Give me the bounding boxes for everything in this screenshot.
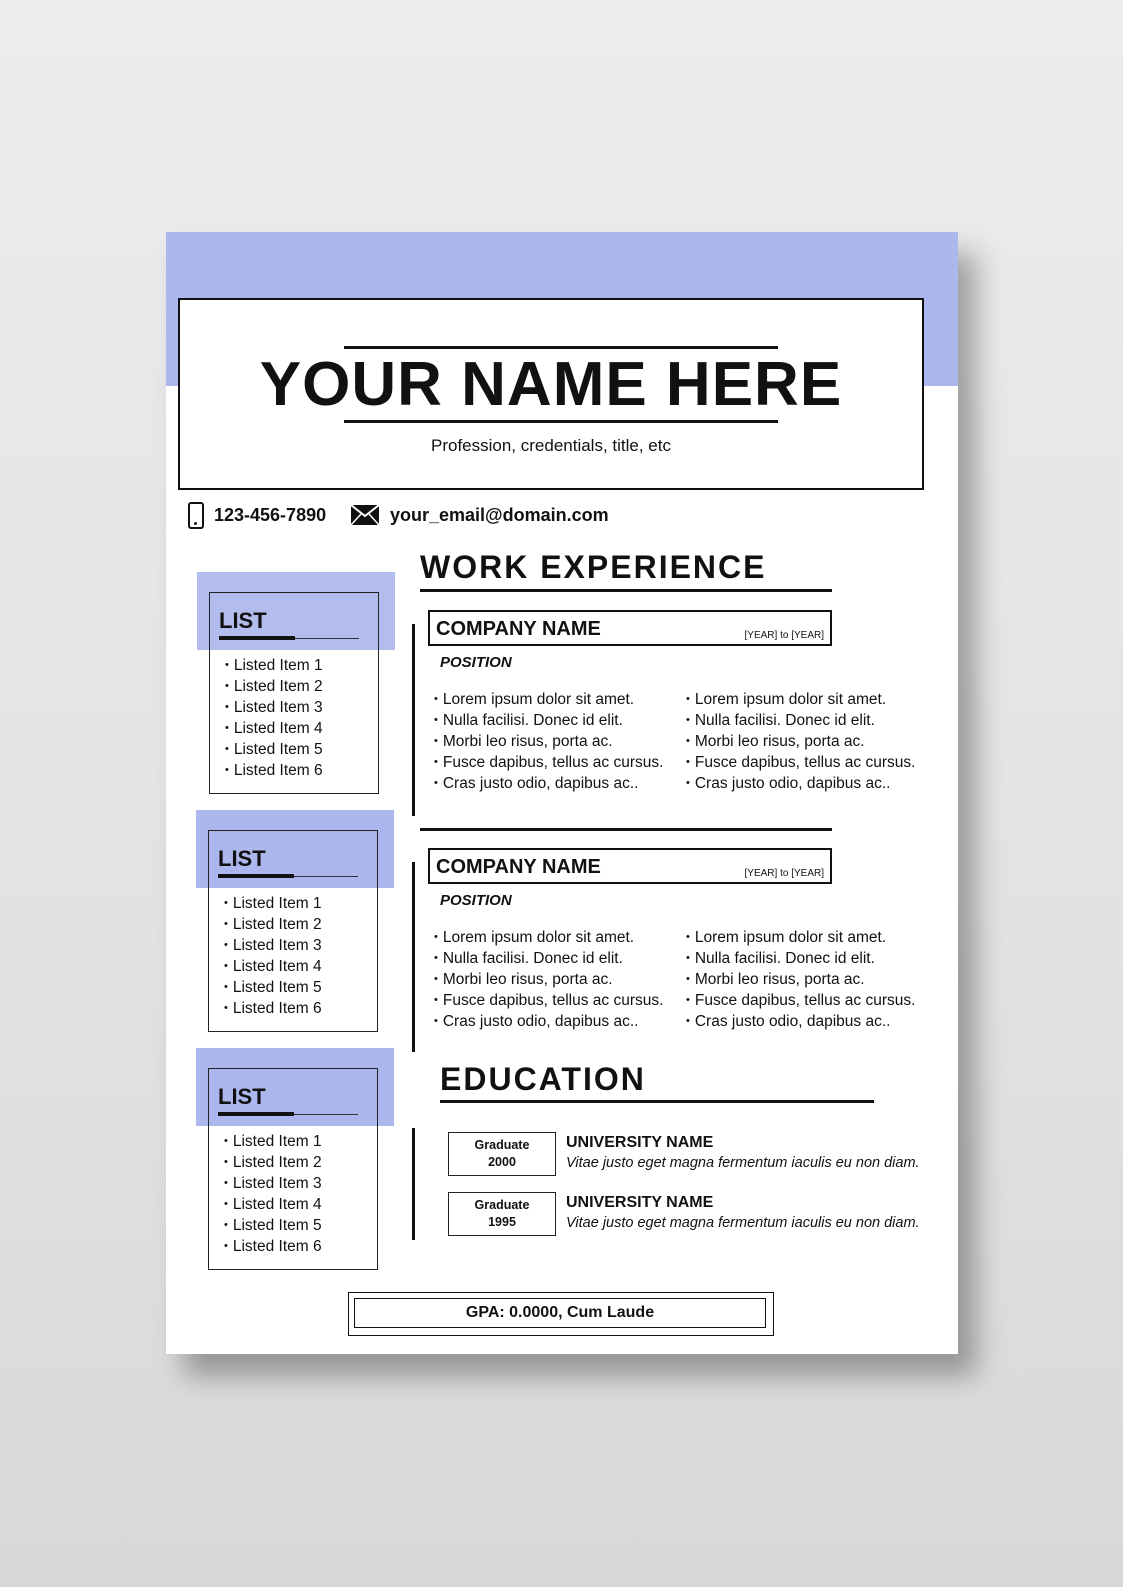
work-experience-title: WORK EXPERIENCE — [420, 549, 767, 585]
list-title-accent — [219, 636, 295, 640]
university-description: Vitae justo eget magna fermentum iaculis eu non diam. — [566, 1215, 920, 1231]
list-items — [224, 894, 322, 1020]
list-title: LIST — [218, 1084, 266, 1109]
bullet-item: • Cras justo odio, dapibus ac.. — [686, 774, 915, 795]
graduation-year: 1995 — [488, 1215, 516, 1229]
education-title-rule — [440, 1100, 874, 1103]
name-rule-top — [344, 346, 778, 349]
list-items — [225, 656, 323, 782]
gpa-box — [348, 1292, 774, 1336]
university-description: Vitae justo eget magna fermentum iaculis eu non diam. — [566, 1155, 920, 1171]
name-rule-bottom — [344, 420, 778, 423]
job-2-company-box — [428, 848, 832, 884]
bullet-item: • Nulla facilisi. Donec id elit. — [434, 711, 663, 732]
email-address: your_email@domain.com — [390, 504, 609, 525]
list-item: • Listed Item 6 — [225, 761, 323, 782]
bullet-item: • Lorem ipsum dolor sit amet. — [434, 690, 663, 711]
list-item: • Listed Item 3 — [224, 936, 322, 957]
bullet-item: • Nulla facilisi. Donec id elit. — [434, 949, 663, 970]
mail-icon — [350, 504, 380, 526]
bullet-item: • Morbi leo risus, porta ac. — [686, 732, 915, 753]
phone-icon — [188, 502, 204, 529]
list-item: • Listed Item 6 — [224, 1237, 322, 1258]
list-item: • Listed Item 1 — [224, 894, 322, 915]
bullet-item: • Lorem ipsum dolor sit amet. — [686, 690, 915, 711]
company-years: [YEAR] to [YEAR] — [744, 630, 824, 641]
bullet-item: • Cras justo odio, dapibus ac.. — [686, 1012, 915, 1033]
bullet-item: • Fusce dapibus, tellus ac cursus. — [686, 991, 915, 1012]
list-item: • Listed Item 2 — [224, 915, 322, 936]
company-name: COMPANY NAME — [436, 856, 601, 878]
bullet-item: • Lorem ipsum dolor sit amet. — [434, 928, 663, 949]
work-title-rule — [420, 589, 832, 592]
job-1-company-box — [428, 610, 832, 646]
list-title-accent — [218, 874, 294, 878]
company-name: COMPANY NAME — [436, 618, 601, 640]
list-item: • Listed Item 3 — [225, 698, 323, 719]
job-1-bullets-right — [686, 690, 915, 795]
bullet-item: • Cras justo odio, dapibus ac.. — [434, 774, 663, 795]
bullet-item: • Nulla facilisi. Donec id elit. — [686, 949, 915, 970]
list-title-accent — [218, 1112, 294, 1116]
job-2-vertical-rule — [412, 862, 415, 1052]
graduation-label: Graduate — [474, 1138, 530, 1152]
full-name: YOUR NAME HERE — [259, 350, 843, 419]
contact-email — [350, 500, 609, 530]
bullet-item: • Morbi leo risus, porta ac. — [434, 970, 663, 991]
list-item: • Listed Item 4 — [224, 957, 322, 978]
list-item: • Listed Item 6 — [224, 999, 322, 1020]
bullet-item: • Morbi leo risus, porta ac. — [434, 732, 663, 753]
list-item: • Listed Item 2 — [224, 1153, 322, 1174]
name-box — [178, 298, 924, 490]
list-item: • Listed Item 5 — [224, 1216, 322, 1237]
list-title: LIST — [218, 846, 266, 871]
resume-page — [166, 232, 958, 1354]
list-title: LIST — [219, 608, 267, 633]
bullet-item: • Nulla facilisi. Donec id elit. — [686, 711, 915, 732]
graduation-box — [448, 1192, 556, 1236]
graduation-year: 2000 — [488, 1155, 516, 1169]
gpa-text: GPA: 0.0000, Cum Laude — [354, 1298, 766, 1328]
bullet-item: • Cras justo odio, dapibus ac.. — [434, 1012, 663, 1033]
university-name: UNIVERSITY NAME — [566, 1194, 714, 1211]
job-1-bullets-left — [434, 690, 663, 795]
list-items — [224, 1132, 322, 1258]
contact-phone — [188, 500, 326, 530]
list-item: • Listed Item 1 — [224, 1132, 322, 1153]
company-years: [YEAR] to [YEAR] — [744, 868, 824, 879]
list-item: • Listed Item 2 — [225, 677, 323, 698]
bullet-item: • Morbi leo risus, porta ac. — [686, 970, 915, 991]
education-title: EDUCATION — [440, 1061, 646, 1097]
graduation-box — [448, 1132, 556, 1176]
list-item: • Listed Item 5 — [224, 978, 322, 999]
job-separator-rule — [420, 828, 832, 831]
bullet-item: • Lorem ipsum dolor sit amet. — [686, 928, 915, 949]
phone-number: 123-456-7890 — [214, 504, 327, 525]
job-2-bullets-right — [686, 928, 915, 1033]
bullet-item: • Fusce dapibus, tellus ac cursus. — [434, 991, 663, 1012]
job-position: POSITION — [440, 892, 512, 909]
profession: Profession, credentials, title, etc — [430, 436, 671, 455]
job-position: POSITION — [440, 654, 512, 671]
list-item: • Listed Item 1 — [225, 656, 323, 677]
university-name: UNIVERSITY NAME — [566, 1134, 714, 1151]
bullet-item: • Fusce dapibus, tellus ac cursus. — [686, 753, 915, 774]
job-1-vertical-rule — [412, 624, 415, 816]
list-item: • Listed Item 3 — [224, 1174, 322, 1195]
bullet-item: • Fusce dapibus, tellus ac cursus. — [434, 753, 663, 774]
list-item: • Listed Item 4 — [224, 1195, 322, 1216]
list-item: • Listed Item 5 — [225, 740, 323, 761]
graduation-label: Graduate — [474, 1198, 530, 1212]
job-2-bullets-left — [434, 928, 663, 1033]
education-vertical-rule — [412, 1128, 415, 1240]
list-item: • Listed Item 4 — [225, 719, 323, 740]
